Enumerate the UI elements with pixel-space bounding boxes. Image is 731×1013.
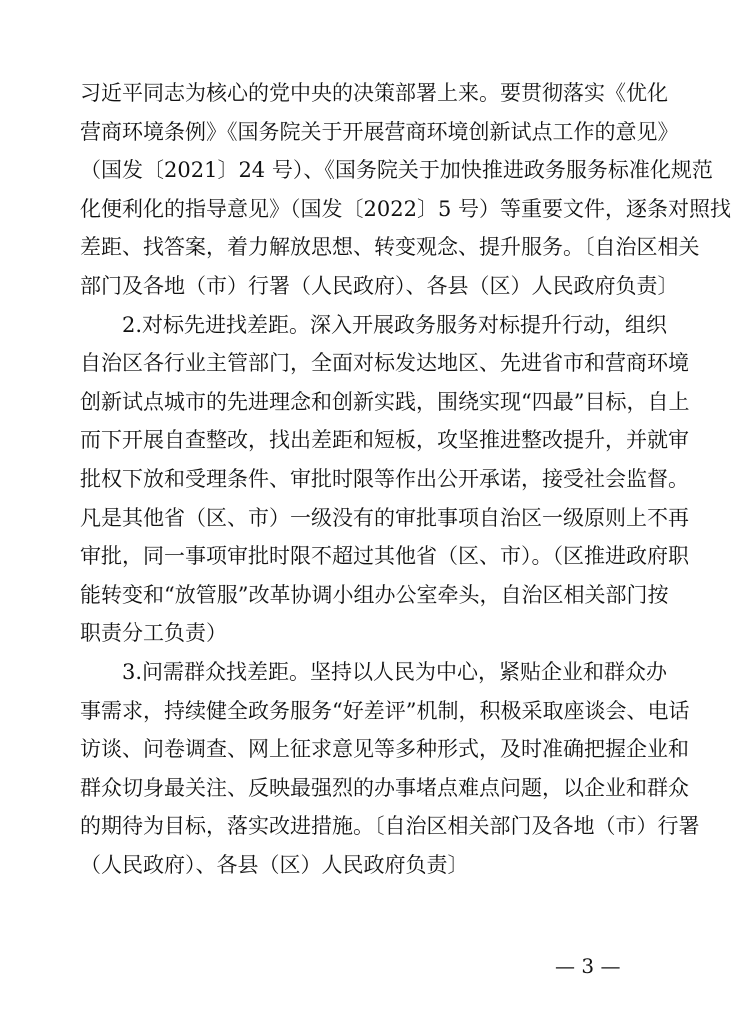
text-line: 访谈、问卷调查、网上征求意见等多种形式，及时准确把握企业和: [80, 737, 689, 762]
text-line: 自治区各行业主管部门，全面对标发达地区、先进省市和营商环境: [80, 351, 689, 376]
text-line: 能转变和“放管服”改革协调小组办公室牵头，自治区相关部门按: [80, 582, 669, 607]
page-number: — 3 —: [555, 954, 621, 978]
text-line: （人民政府）、各县（区）人民政府负责〕: [80, 852, 469, 877]
section-3-first-line: 3.问需群众找差距。坚持以人民为中心，紧贴企业和群众办: [122, 659, 668, 684]
text-line: 而下开展自查整改，找出差距和短板，攻坚推进整改提升，并就审: [80, 428, 689, 453]
text-line: （国发〔2021〕24 号）、《国务院关于加快推进政务服务标准化规范: [80, 158, 713, 183]
document-body: [80, 74, 731, 884]
text-line: 凡是其他省（区、市）一级没有的审批事项自治区一级原则上不再: [80, 505, 689, 530]
text-line: 审批，同一事项审批时限不超过其他省（区、市）。（区推进政府职: [80, 544, 689, 569]
text-line: 群众切身最关注、反映最强烈的办事堵点难点问题，以企业和群众: [80, 775, 689, 800]
section-2-first-line: 2.对标先进找差距。深入开展政务服务对标提升行动，组织: [122, 312, 668, 337]
text-line: 事需求，持续健全政务服务“好差评”机制，积极采取座谈会、电话: [80, 698, 690, 723]
text-line: 习近平同志为核心的党中央的决策部署上来。要贯彻落实《优化: [80, 81, 668, 105]
text-line: 职责分工负责）: [80, 621, 227, 646]
text-line: 部门及各地（市）行署（人民政府）、各县（区）人民政府负责〕: [80, 273, 679, 298]
text-line: 的期待为目标，落实改进措施。〔自治区相关部门及各地（市）行署: [80, 814, 700, 839]
text-line: 批权下放和受理条件、审批时限等作出公开承诺，接受社会监督。: [80, 466, 689, 491]
text-line: 营商环境条例》《国务院关于开展营商环境创新试点工作的意见》: [80, 119, 679, 144]
text-line: 差距、找答案，着力解放思想、转变观念、提升服务。〔自治区相关: [80, 235, 700, 260]
text-line: 创新试点城市的先进理念和创新实践，围绕实现“四最”目标，自上: [80, 389, 690, 414]
text-line: 化便利化的指导意见》（国发〔2022〕5 号）等重要文件，逐条对照找: [80, 196, 731, 221]
